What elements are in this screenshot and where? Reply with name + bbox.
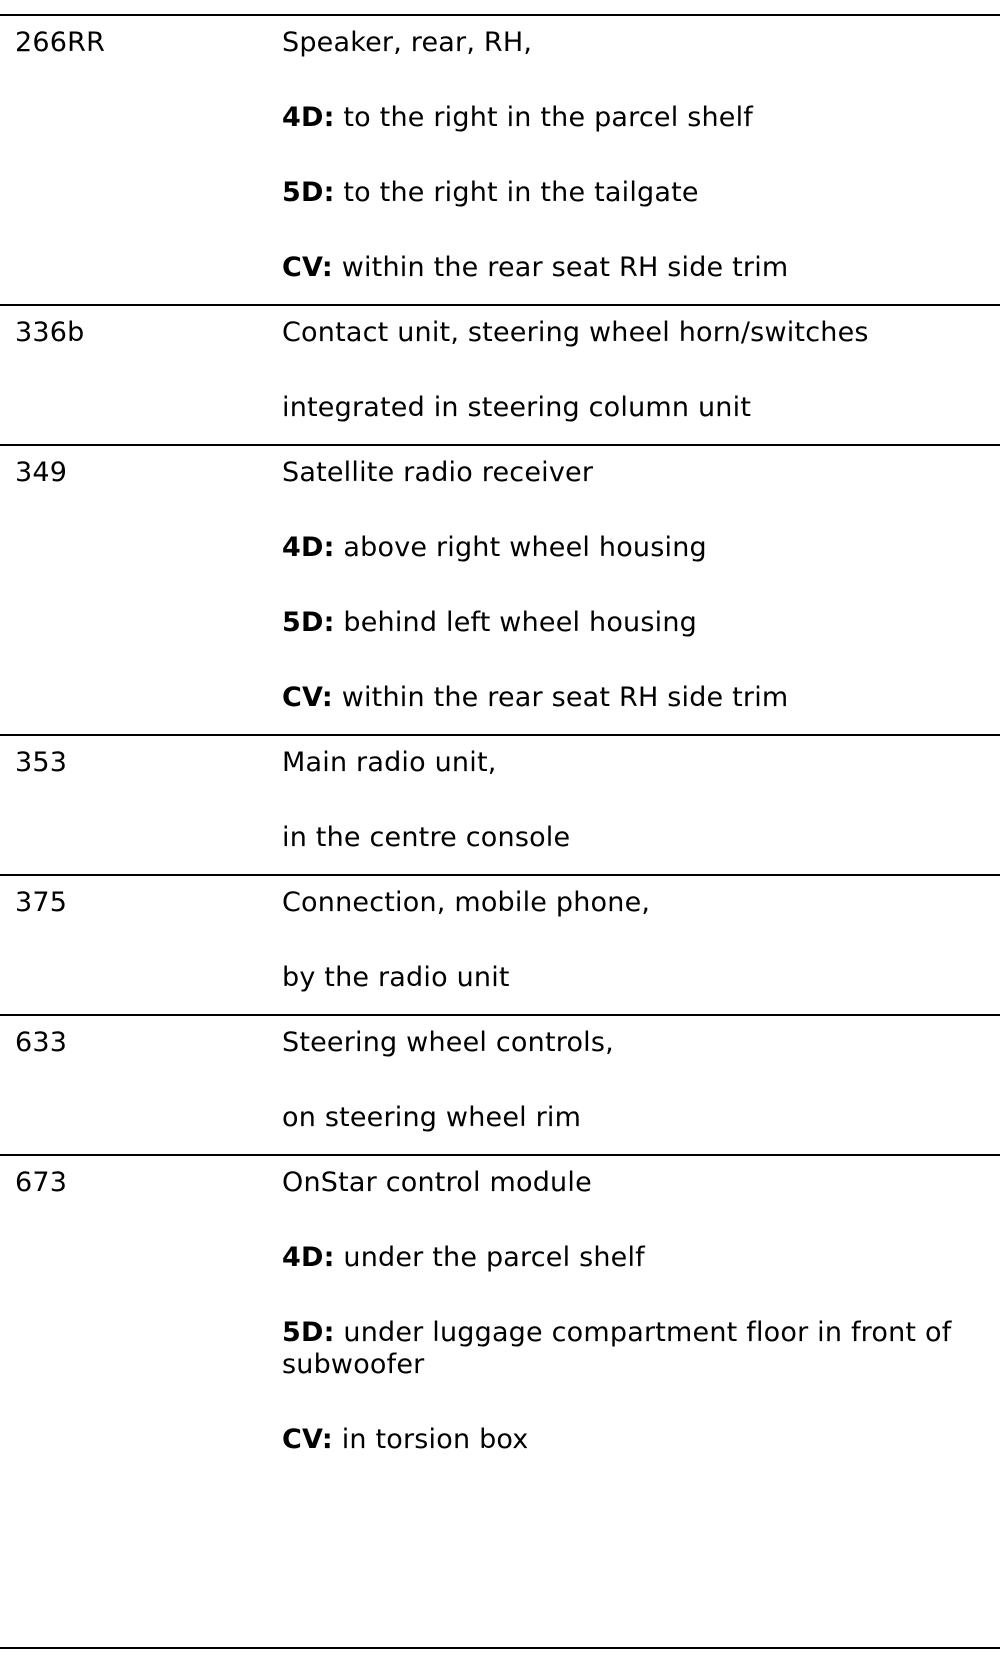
line-text: Satellite radio receiver [282,457,594,488]
line-text: integrated in steering column unit [282,392,752,423]
variant-location-line [282,532,984,564]
description-line [282,27,984,59]
component-code: 353 [15,747,68,778]
description-line [282,747,984,779]
variant-tag: CV: [282,682,333,713]
description-line [282,1027,984,1059]
line-text: Connection, mobile phone, [282,887,651,918]
line-text: above right wheel housing [334,532,707,563]
variant-location-line [282,607,984,639]
line-text: Contact unit, steering wheel horn/switches [282,317,869,348]
component-description [282,1016,1000,1154]
line-text: on steering wheel rim [282,1102,582,1133]
line-text: OnStar control module [282,1167,592,1198]
line-text: Steering wheel controls, [282,1027,614,1058]
variant-location-line [282,1242,984,1274]
table-bottom-rule [0,1647,1000,1649]
line-text: Speaker, rear, RH, [282,27,533,58]
component-code: 336b [15,317,85,348]
variant-location-line [282,177,984,209]
table-row [0,734,1000,874]
table-row [0,1154,1000,1476]
description-line [282,1167,984,1199]
line-text: to the right in the parcel shelf [334,102,754,133]
variant-tag: 5D: [282,1317,335,1348]
component-description [282,306,1000,444]
variant-location-line [282,1424,984,1456]
component-code: 673 [15,1167,68,1198]
line-text: behind left wheel housing [334,607,697,638]
variant-tag: 4D: [282,102,335,133]
variant-tag: CV: [282,252,333,283]
line-text: in torsion box [332,1424,529,1455]
variant-tag: 4D: [282,532,335,563]
description-line [282,392,984,424]
line-text: Main radio unit, [282,747,497,778]
variant-tag: 5D: [282,177,335,208]
description-line [282,317,984,349]
line-text: within the rear seat RH side trim [332,252,789,283]
component-description [282,876,1000,1014]
line-text: to the right in the tailgate [334,177,699,208]
line-text: by the radio unit [282,962,510,993]
description-line [282,1102,984,1134]
variant-location-line [282,682,984,714]
variant-location-line [282,252,984,284]
variant-location-line [282,1317,984,1381]
component-description [282,446,1000,734]
component-description [282,736,1000,874]
table-row [0,1014,1000,1154]
component-description [282,1156,1000,1476]
line-text: within the rear seat RH side trim [332,682,789,713]
line-text: under luggage compartment floor in front of subwoofer [282,1317,952,1380]
line-text: under the parcel shelf [334,1242,645,1273]
description-line [282,887,984,919]
table-row [0,304,1000,444]
table-row [0,444,1000,734]
component-location-table [0,14,1000,1476]
component-description [282,16,1000,304]
description-line [282,962,984,994]
table-row [0,874,1000,1014]
description-line [282,457,984,489]
variant-tag: CV: [282,1424,333,1455]
table-row [0,14,1000,304]
variant-tag: 4D: [282,1242,335,1273]
variant-location-line [282,102,984,134]
component-code: 375 [15,887,68,918]
component-code: 349 [15,457,68,488]
description-line [282,822,984,854]
line-text: in the centre console [282,822,571,853]
variant-tag: 5D: [282,607,335,638]
component-code: 633 [15,1027,68,1058]
component-code: 266RR [15,27,106,58]
